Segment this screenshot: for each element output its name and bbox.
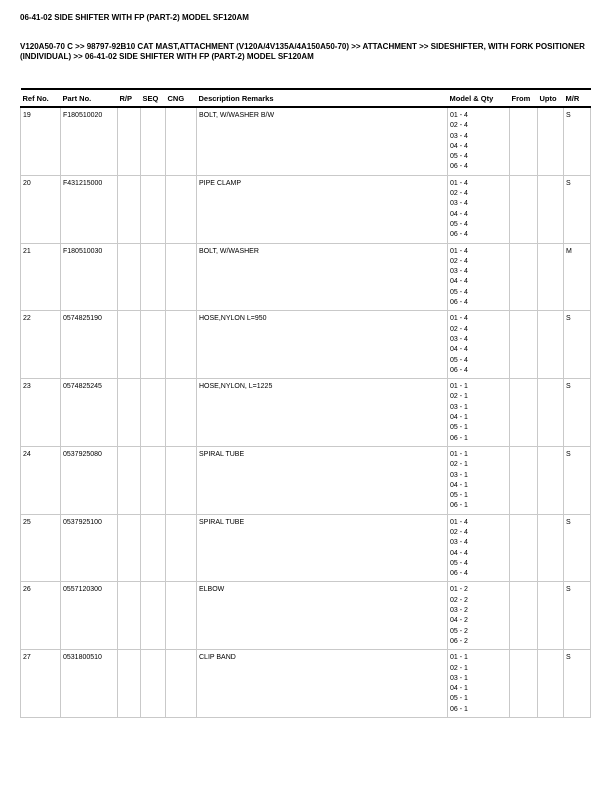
header-row bbox=[21, 89, 591, 107]
model-qty-cell bbox=[448, 582, 510, 650]
model-qty-line: 03 - 1 bbox=[450, 674, 468, 682]
model-qty-line: 04 - 1 bbox=[450, 481, 468, 489]
rp-cell bbox=[118, 311, 141, 379]
cng-cell bbox=[166, 311, 197, 379]
mr-cell: S bbox=[564, 311, 591, 379]
model-qty-line: 05 - 4 bbox=[450, 153, 468, 161]
seq-cell bbox=[141, 243, 166, 311]
rp-cell bbox=[118, 514, 141, 582]
model-qty-line: 05 - 1 bbox=[450, 492, 468, 500]
mr-cell: M bbox=[564, 243, 591, 311]
model-qty-line: 03 - 4 bbox=[450, 539, 468, 547]
model-qty-line: 03 - 1 bbox=[450, 403, 468, 411]
model-qty-line: 03 - 1 bbox=[450, 471, 468, 479]
rp-cell bbox=[118, 175, 141, 243]
model-qty-cell bbox=[448, 175, 510, 243]
description-cell: ELBOW bbox=[197, 582, 448, 650]
parts-table-header bbox=[21, 89, 591, 107]
upto-cell bbox=[538, 446, 564, 514]
mr-cell: S bbox=[564, 514, 591, 582]
from-cell bbox=[510, 107, 538, 175]
description-cell: SPIRAL TUBE bbox=[197, 514, 448, 582]
col-header-ref-no: Ref No. bbox=[21, 89, 61, 107]
model-qty-line: 01 - 2 bbox=[450, 586, 468, 594]
model-qty-line: 04 - 4 bbox=[450, 210, 468, 218]
model-qty-line: 04 - 2 bbox=[450, 617, 468, 625]
cng-cell bbox=[166, 650, 197, 718]
model-qty-line: 03 - 4 bbox=[450, 335, 468, 343]
model-qty-line: 05 - 1 bbox=[450, 695, 468, 703]
model-qty-line: 05 - 1 bbox=[450, 424, 468, 432]
col-header-mr: M/R bbox=[564, 89, 591, 107]
model-qty-line: 03 - 4 bbox=[450, 268, 468, 276]
table-row bbox=[21, 175, 591, 243]
description-cell: PIPE CLAMP bbox=[197, 175, 448, 243]
cng-cell bbox=[166, 175, 197, 243]
mr-cell: S bbox=[564, 175, 591, 243]
upto-cell bbox=[538, 514, 564, 582]
model-qty-line: 06 - 4 bbox=[450, 366, 468, 374]
table-row bbox=[21, 514, 591, 582]
cng-cell bbox=[166, 446, 197, 514]
rp-cell bbox=[118, 650, 141, 718]
cng-cell bbox=[166, 514, 197, 582]
cng-cell bbox=[166, 379, 197, 447]
from-cell bbox=[510, 175, 538, 243]
model-qty-line: 02 - 2 bbox=[450, 596, 468, 604]
rp-cell bbox=[118, 243, 141, 311]
model-qty-line: 06 - 1 bbox=[450, 502, 468, 510]
description-cell: BOLT, W/WASHER bbox=[197, 243, 448, 311]
model-qty-line: 01 - 4 bbox=[450, 247, 468, 255]
col-header-description: Description Remarks bbox=[197, 89, 448, 107]
table-row bbox=[21, 446, 591, 514]
ref-no-cell: 19 bbox=[21, 107, 61, 175]
parts-table-body bbox=[21, 107, 591, 718]
cng-cell bbox=[166, 582, 197, 650]
breadcrumb: V120A50-70 C >> 98797-92B10 CAT MAST,ATTACHMENT (V120A/4V135A/4A150A50-70) >> ATTACHMENT >> SIDESHIFTER, WITH FORK POSITIONER (INDIVIDUAL) >> 06-41-02 SIDE SHIFTER WITH FP (PART-2) MODEL SF120AM bbox=[20, 42, 585, 61]
ref-no-cell: 20 bbox=[21, 175, 61, 243]
ref-no-cell: 24 bbox=[21, 446, 61, 514]
upto-cell bbox=[538, 175, 564, 243]
description-cell: HOSE,NYLON L=950 bbox=[197, 311, 448, 379]
model-qty-line: 04 - 4 bbox=[450, 549, 468, 557]
table-row bbox=[21, 243, 591, 311]
model-qty-line: 02 - 4 bbox=[450, 257, 468, 265]
model-qty-cell bbox=[448, 514, 510, 582]
model-qty-line: 05 - 4 bbox=[450, 559, 468, 567]
seq-cell bbox=[141, 650, 166, 718]
ref-no-cell: 21 bbox=[21, 243, 61, 311]
model-qty-line: 01 - 1 bbox=[450, 383, 468, 391]
description-cell: HOSE,NYLON, L=1225 bbox=[197, 379, 448, 447]
model-qty-line: 06 - 1 bbox=[450, 434, 468, 442]
model-qty-cell bbox=[448, 650, 510, 718]
model-qty-cell bbox=[448, 379, 510, 447]
part-no-cell: 0537925080 bbox=[61, 446, 118, 514]
part-no-cell: F431215000 bbox=[61, 175, 118, 243]
model-qty-line: 04 - 4 bbox=[450, 346, 468, 354]
seq-cell bbox=[141, 379, 166, 447]
model-qty-line: 03 - 2 bbox=[450, 607, 468, 615]
rp-cell bbox=[118, 379, 141, 447]
model-qty-line: 06 - 2 bbox=[450, 637, 468, 645]
model-qty-line: 06 - 4 bbox=[450, 163, 468, 171]
model-qty-cell bbox=[448, 446, 510, 514]
ref-no-cell: 22 bbox=[21, 311, 61, 379]
rp-cell bbox=[118, 446, 141, 514]
description-cell: CLIP BAND bbox=[197, 650, 448, 718]
mr-cell: S bbox=[564, 107, 591, 175]
model-qty-line: 05 - 4 bbox=[450, 220, 468, 228]
col-header-cng: CNG bbox=[166, 89, 197, 107]
model-qty-line: 06 - 4 bbox=[450, 231, 468, 239]
model-qty-line: 03 - 4 bbox=[450, 200, 468, 208]
from-cell bbox=[510, 311, 538, 379]
table-row bbox=[21, 379, 591, 447]
model-qty-line: 04 - 4 bbox=[450, 278, 468, 286]
seq-cell bbox=[141, 582, 166, 650]
model-qty-line: 01 - 4 bbox=[450, 179, 468, 187]
part-no-cell: 0557120300 bbox=[61, 582, 118, 650]
mr-cell: S bbox=[564, 379, 591, 447]
table-row bbox=[21, 311, 591, 379]
model-qty-line: 02 - 4 bbox=[450, 325, 468, 333]
table-row bbox=[21, 582, 591, 650]
model-qty-cell bbox=[448, 311, 510, 379]
upto-cell bbox=[538, 379, 564, 447]
model-qty-line: 04 - 1 bbox=[450, 414, 468, 422]
part-no-cell: 0531800510 bbox=[61, 650, 118, 718]
page-title: 06-41-02 SIDE SHIFTER WITH FP (PART-2) MODEL SF120AM bbox=[20, 13, 249, 22]
model-qty-line: 06 - 4 bbox=[450, 299, 468, 307]
rp-cell bbox=[118, 582, 141, 650]
upto-cell bbox=[538, 650, 564, 718]
seq-cell bbox=[141, 514, 166, 582]
model-qty-cell bbox=[448, 243, 510, 311]
model-qty-line: 05 - 4 bbox=[450, 288, 468, 296]
from-cell bbox=[510, 582, 538, 650]
upto-cell bbox=[538, 107, 564, 175]
model-qty-line: 04 - 4 bbox=[450, 142, 468, 150]
model-qty-line: 04 - 1 bbox=[450, 685, 468, 693]
parts-table bbox=[20, 88, 591, 718]
model-qty-line: 06 - 1 bbox=[450, 705, 468, 713]
model-qty-line: 06 - 4 bbox=[450, 570, 468, 578]
ref-no-cell: 23 bbox=[21, 379, 61, 447]
mr-cell: S bbox=[564, 650, 591, 718]
cng-cell bbox=[166, 243, 197, 311]
model-qty-line: 02 - 1 bbox=[450, 461, 468, 469]
cng-cell bbox=[166, 107, 197, 175]
model-qty-line: 01 - 4 bbox=[450, 112, 468, 119]
model-qty-line: 02 - 1 bbox=[450, 664, 468, 672]
part-no-cell: F180510020 bbox=[61, 107, 118, 175]
table-row bbox=[21, 650, 591, 718]
ref-no-cell: 25 bbox=[21, 514, 61, 582]
mr-cell: S bbox=[564, 446, 591, 514]
from-cell bbox=[510, 446, 538, 514]
from-cell bbox=[510, 243, 538, 311]
mr-cell: S bbox=[564, 582, 591, 650]
col-header-seq: SEQ bbox=[141, 89, 166, 107]
model-qty-line: 01 - 1 bbox=[450, 450, 468, 458]
rp-cell bbox=[118, 107, 141, 175]
from-cell bbox=[510, 514, 538, 582]
seq-cell bbox=[141, 107, 166, 175]
model-qty-line: 05 - 4 bbox=[450, 356, 468, 364]
ref-no-cell: 27 bbox=[21, 650, 61, 718]
ref-no-cell: 26 bbox=[21, 582, 61, 650]
part-no-cell: 0574825190 bbox=[61, 311, 118, 379]
upto-cell bbox=[538, 311, 564, 379]
seq-cell bbox=[141, 446, 166, 514]
model-qty-line: 05 - 2 bbox=[450, 627, 468, 635]
col-header-rp: R/P bbox=[118, 89, 141, 107]
col-header-upto: Upto bbox=[538, 89, 564, 107]
col-header-part-no: Part No. bbox=[61, 89, 118, 107]
part-no-cell: F180510030 bbox=[61, 243, 118, 311]
model-qty-line: 01 - 4 bbox=[450, 315, 468, 323]
description-cell: SPIRAL TUBE bbox=[197, 446, 448, 514]
model-qty-line: 03 - 4 bbox=[450, 132, 468, 140]
model-qty-line: 02 - 4 bbox=[450, 528, 468, 536]
from-cell bbox=[510, 379, 538, 447]
upto-cell bbox=[538, 243, 564, 311]
table-row bbox=[21, 107, 591, 175]
part-no-cell: 0574825245 bbox=[61, 379, 118, 447]
model-qty-line: 01 - 1 bbox=[450, 654, 468, 662]
upto-cell bbox=[538, 582, 564, 650]
model-qty-line: 02 - 4 bbox=[450, 122, 468, 130]
model-qty-line: 01 - 4 bbox=[450, 518, 468, 526]
part-no-cell: 0537925100 bbox=[61, 514, 118, 582]
from-cell bbox=[510, 650, 538, 718]
description-cell: BOLT, W/WASHER B/W bbox=[197, 107, 448, 175]
model-qty-line: 02 - 4 bbox=[450, 190, 468, 198]
model-qty-line: 02 - 1 bbox=[450, 393, 468, 401]
model-qty-cell bbox=[448, 107, 510, 175]
col-header-from: From bbox=[510, 89, 538, 107]
col-header-model-qty: Model & Qty bbox=[448, 89, 510, 107]
seq-cell bbox=[141, 311, 166, 379]
seq-cell bbox=[141, 175, 166, 243]
